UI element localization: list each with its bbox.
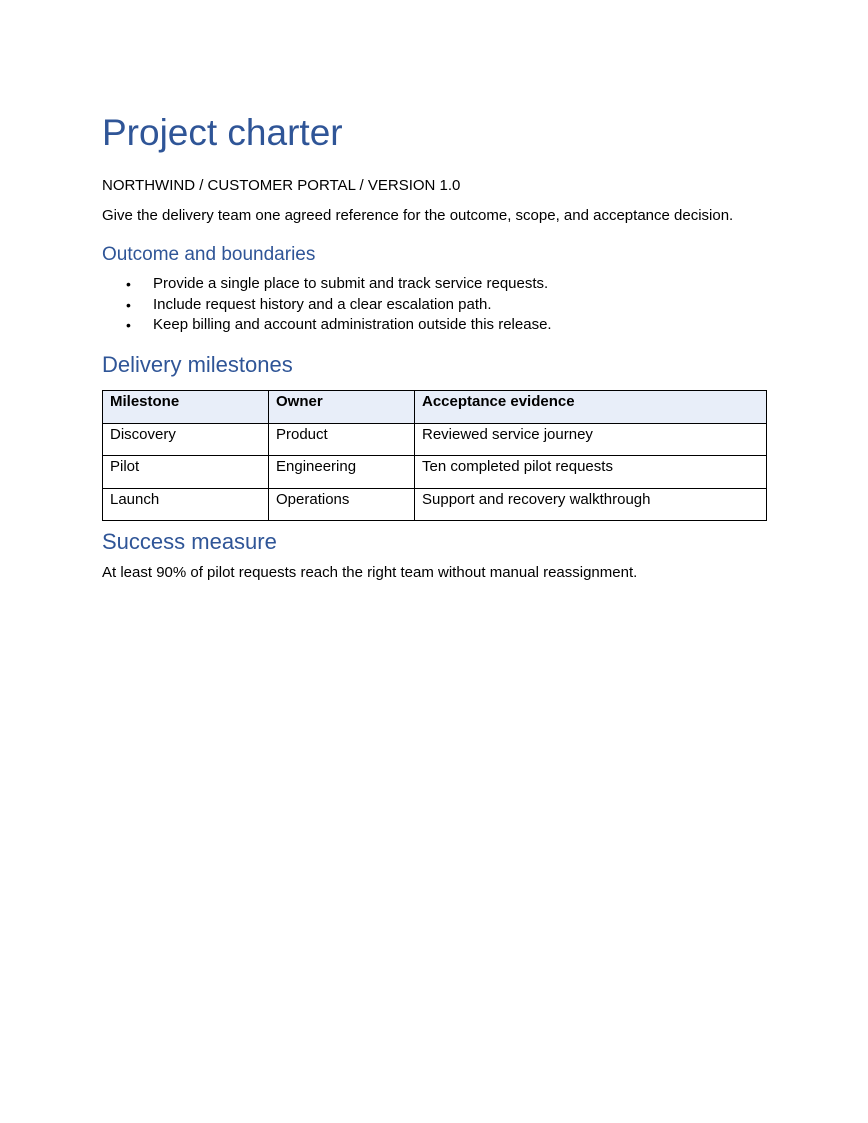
table-row — [103, 456, 767, 489]
list-item-text: Provide a single place to submit and track service requests. — [153, 275, 549, 292]
bullet-icon: • — [126, 317, 131, 333]
table-cell: Reviewed service journey — [415, 423, 767, 456]
list-item — [102, 315, 552, 336]
list-item-text: Keep billing and account administration outside this release. — [153, 316, 552, 333]
outcome-heading: Outcome and boundaries — [102, 244, 316, 265]
bullet-icon: • — [126, 276, 131, 292]
table-header-row — [103, 391, 767, 424]
table-cell: Launch — [103, 488, 269, 521]
document-subtitle: NORTHWIND / CUSTOMER PORTAL / VERSION 1.0 — [102, 177, 461, 194]
page-title: Project charter — [102, 112, 343, 153]
bullet-icon: • — [126, 296, 131, 313]
table-cell: Product — [269, 423, 415, 456]
list-item-text: Include request history and a clear escalation path. — [153, 295, 492, 313]
outcome-list — [102, 274, 552, 336]
table-cell: Ten completed pilot requests — [415, 456, 767, 489]
table-cell: Engineering — [269, 456, 415, 489]
table-row — [103, 423, 767, 456]
table-cell: Operations — [269, 488, 415, 521]
purpose-statement: Give the delivery team one agreed reference for the outcome, scope, and acceptance decision. — [102, 207, 734, 224]
column-header-owner: Owner — [269, 391, 415, 424]
table-cell: Discovery — [103, 423, 269, 456]
milestones-heading: Delivery milestones — [102, 352, 293, 377]
success-statement: At least 90% of pilot requests reach the right team without manual reassignment. — [102, 564, 638, 581]
milestones-table — [102, 390, 767, 521]
table-cell: Pilot — [103, 456, 269, 489]
success-heading: Success measure — [102, 529, 277, 554]
column-header-milestone: Milestone — [103, 391, 269, 424]
table-cell: Support and recovery walkthrough — [415, 488, 767, 521]
table-row — [103, 488, 767, 521]
list-item — [102, 274, 552, 295]
column-header-acceptance: Acceptance evidence — [415, 391, 767, 424]
list-item — [102, 295, 552, 316]
